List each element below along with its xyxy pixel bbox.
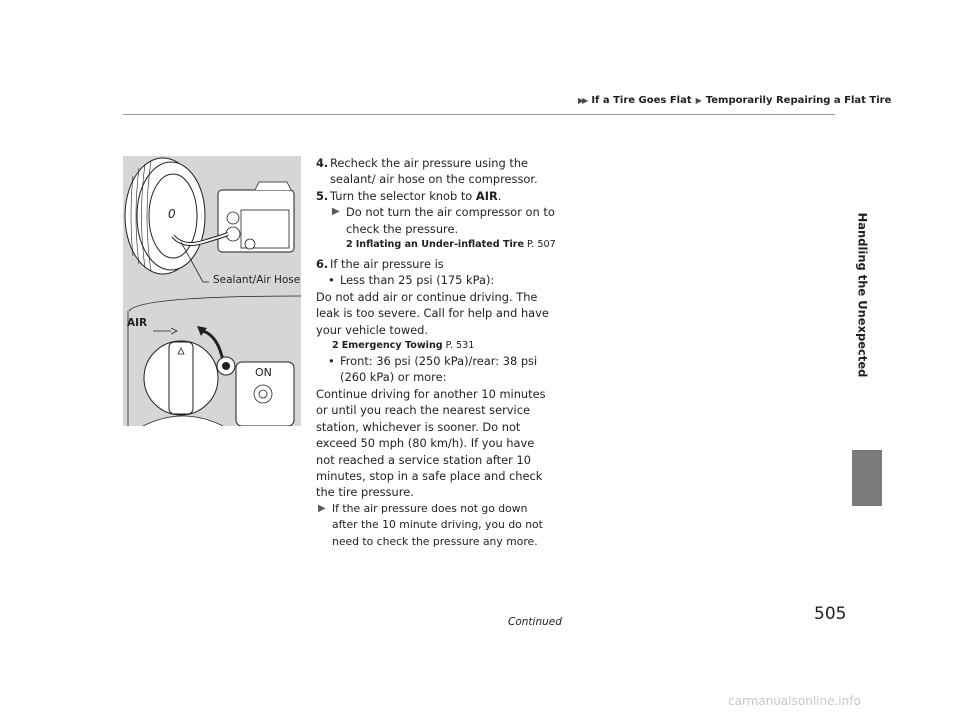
page-number: 505 bbox=[814, 604, 847, 624]
instructions bbox=[316, 155, 556, 550]
ref-inflating[interactable]: 2 Inflating an Under-inflated Tire P. 507 bbox=[346, 239, 556, 251]
step-5: 5. Turn the selector knob to AIR. ▶ Do not turn the air compressor on to check the pressure. 2 Inflating an Under-inflated Tire P. 507 bbox=[316, 188, 556, 251]
breadcrumb-arrow-icon: ▶ bbox=[695, 96, 702, 105]
bullet-ok-pressure: • Front: 36 psi (250 kPa)/rear: 38 psi (260 kPa) or more: bbox=[328, 354, 538, 385]
on-label: ON bbox=[255, 366, 272, 379]
bullet-icon: • bbox=[328, 354, 335, 369]
ok-pressure-text: Continue driving for another 10 minutes or until you reach the nearest service station, whichever is sooner. Do not exceed 50 mph (80 km/h). If you have not reached a service station after 10 minutes, stop in a safe place and check the tire pressure. bbox=[316, 386, 546, 500]
sealant-air-hose-label: Sealant/Air Hose bbox=[213, 274, 301, 286]
breadcrumb bbox=[578, 95, 891, 106]
compressor-illustration bbox=[123, 156, 301, 426]
continued-label: Continued bbox=[508, 616, 562, 628]
step-6: 6. If the air pressure is • Less than 25 psi (175 kPa): Do not add air or continue driving. The leak is too severe. Call for help and have your vehicle towed. 2 Emergency Towing P. 531 • Front: 36 psi (250 kPa)/rear: 38 psi (260 kPa) or more: Continue driving for another 10 minutes or until you reach the nearest service station, whichever is sooner. Do not exceed 50 mph (80 km/h). If you have not reached a service station after 10 minutes, stop in a safe place and check the tire pressure. ▶ If the air pressure does not go down after the 10 minute driving, you do not need to check the pressure any more. bbox=[316, 256, 556, 550]
watermark: carmanualsonline.info bbox=[728, 694, 861, 708]
breadcrumb-arrow-icon: ▶▶ bbox=[578, 96, 587, 105]
low-pressure-text: Do not add air or continue driving. The leak is too severe. Call for help and have your vehicle towed. bbox=[316, 289, 549, 337]
breadcrumb-item-repair[interactable]: Temporarily Repairing a Flat Tire bbox=[705, 95, 892, 106]
step-5-note: ▶ Do not turn the air compressor on to check the pressure. bbox=[332, 205, 555, 236]
bullet-icon: • bbox=[328, 273, 335, 288]
reference-arrow-icon: 2 bbox=[346, 239, 353, 251]
bullet-low-pressure: • Less than 25 psi (175 kPa): bbox=[328, 273, 495, 288]
step-6-note: ▶ If the air pressure does not go down after the 10 minute driving, you do not need to check the pressure any more. bbox=[318, 501, 543, 548]
svg-text:0: 0 bbox=[168, 207, 176, 221]
header-rule bbox=[123, 114, 835, 115]
breadcrumb-item-flat-tire[interactable]: If a Tire Goes Flat bbox=[591, 95, 692, 106]
note-arrow-icon: ▶ bbox=[332, 206, 340, 218]
ref-emergency-towing[interactable]: 2 Emergency Towing P. 531 bbox=[332, 340, 475, 352]
side-tab-block bbox=[852, 450, 882, 506]
note-arrow-icon: ▶ bbox=[318, 502, 326, 514]
compressor-drawing bbox=[123, 156, 301, 426]
reference-arrow-icon: 2 bbox=[332, 340, 339, 352]
side-tab-label: Handling the Unexpected bbox=[855, 212, 869, 378]
step-4: 4. Recheck the air pressure using the sealant/ air hose on the compressor. bbox=[316, 156, 538, 187]
air-label: AIR bbox=[127, 317, 148, 329]
